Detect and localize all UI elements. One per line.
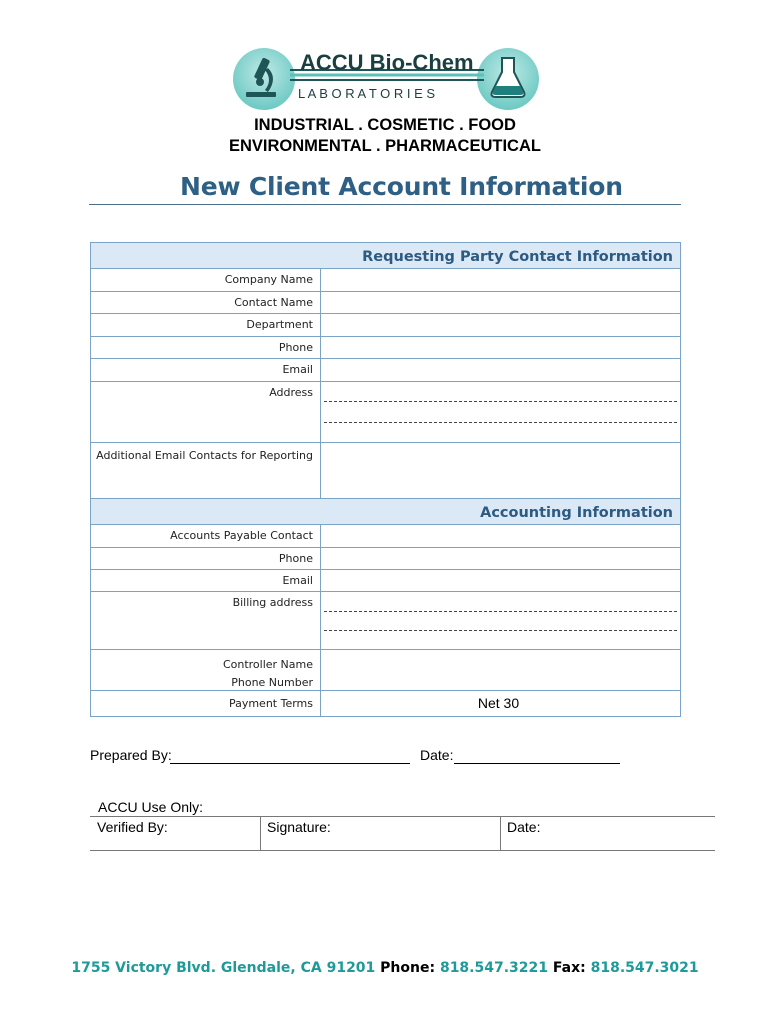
footer-phone: 818.547.3221 xyxy=(439,960,549,976)
tagline-industries-2: ENVIRONMENTAL . PHARMACEUTICAL xyxy=(229,137,541,155)
signature-cell[interactable] xyxy=(260,817,500,850)
field-ap-email[interactable] xyxy=(321,570,680,591)
verify-date-label: Date: xyxy=(507,819,541,835)
title-divider xyxy=(89,204,681,205)
label-company-name: Company Name xyxy=(91,269,321,291)
verification-table xyxy=(90,816,715,851)
row-phone xyxy=(91,337,680,359)
verify-date-cell[interactable] xyxy=(500,817,715,850)
client-info-form xyxy=(90,242,681,717)
field-address[interactable] xyxy=(321,382,680,442)
row-department xyxy=(91,314,680,337)
row-ap-contact xyxy=(91,525,680,548)
field-additional-emails[interactable] xyxy=(321,443,680,498)
row-address xyxy=(91,382,680,443)
section-requesting-party: Requesting Party Contact Information xyxy=(91,243,680,269)
signature-label: Signature: xyxy=(267,819,331,835)
billing-line-1 xyxy=(324,611,677,612)
field-contact-name[interactable] xyxy=(321,292,680,313)
label-ap-contact: Accounts Payable Contact xyxy=(91,525,321,547)
label-additional-emails: Additional Email Contacts for Reporting xyxy=(91,443,321,498)
row-company-name xyxy=(91,269,680,292)
row-billing-address xyxy=(91,592,680,650)
row-payment-terms xyxy=(91,691,680,716)
field-ap-contact[interactable] xyxy=(321,525,680,547)
footer-fax-label: Fax: xyxy=(552,960,586,976)
prepared-by-line[interactable] xyxy=(170,763,410,764)
verified-by-label: Verified By: xyxy=(97,819,168,835)
field-billing-address[interactable] xyxy=(321,592,680,649)
label-email: Email xyxy=(91,359,321,381)
row-ap-phone xyxy=(91,548,680,570)
row-ap-email xyxy=(91,570,680,592)
label-ap-email: Email xyxy=(91,570,321,591)
accu-use-only-label: ACCU Use Only: xyxy=(98,799,204,815)
label-address: Address xyxy=(91,382,321,442)
prepared-by-label: Prepared By: xyxy=(90,747,172,763)
verified-by-cell[interactable] xyxy=(90,817,260,850)
field-phone[interactable] xyxy=(321,337,680,358)
tagline-industries-1: INDUSTRIAL . COSMETIC . FOOD xyxy=(254,116,516,134)
logo-subtitle: L A B O R A T O R I E S xyxy=(298,86,436,101)
footer-contact xyxy=(0,960,770,976)
payment-terms-value: Net 30 xyxy=(477,695,520,711)
logo-name: ACCU Bio-Chem xyxy=(300,50,474,75)
label-ap-phone: Phone xyxy=(91,548,321,569)
footer-fax: 818.547.3021 xyxy=(590,960,699,976)
page-title: New Client Account Information xyxy=(180,172,623,201)
row-controller xyxy=(91,650,680,691)
label-phone: Phone xyxy=(91,337,321,358)
field-payment-terms[interactable] xyxy=(321,691,680,716)
label-contact-name: Contact Name xyxy=(91,292,321,313)
row-email xyxy=(91,359,680,382)
field-company-name[interactable] xyxy=(321,269,680,291)
date-label: Date: xyxy=(420,747,454,763)
date-line[interactable] xyxy=(454,763,620,764)
row-additional-emails xyxy=(91,443,680,499)
footer-phone-label: Phone: xyxy=(380,960,436,976)
address-line-2 xyxy=(324,422,677,423)
row-contact-name xyxy=(91,292,680,314)
field-email[interactable] xyxy=(321,359,680,381)
billing-line-2 xyxy=(324,630,677,631)
field-controller[interactable] xyxy=(321,650,680,690)
microscope-icon xyxy=(233,48,295,110)
label-controller xyxy=(91,650,321,690)
section-accounting: Accounting Information xyxy=(91,499,680,525)
label-controller-phone: Phone Number xyxy=(231,676,313,689)
field-ap-phone[interactable] xyxy=(321,548,680,569)
address-line-1 xyxy=(324,401,677,402)
label-billing-address: Billing address xyxy=(91,592,321,649)
label-payment-terms: Payment Terms xyxy=(91,691,321,716)
label-controller-name: Controller Name xyxy=(222,658,313,671)
company-logo xyxy=(232,46,540,112)
footer-address: 1755 Victory Blvd. Glendale, CA 91201 xyxy=(71,960,376,976)
label-department: Department xyxy=(91,314,321,336)
field-department[interactable] xyxy=(321,314,680,336)
